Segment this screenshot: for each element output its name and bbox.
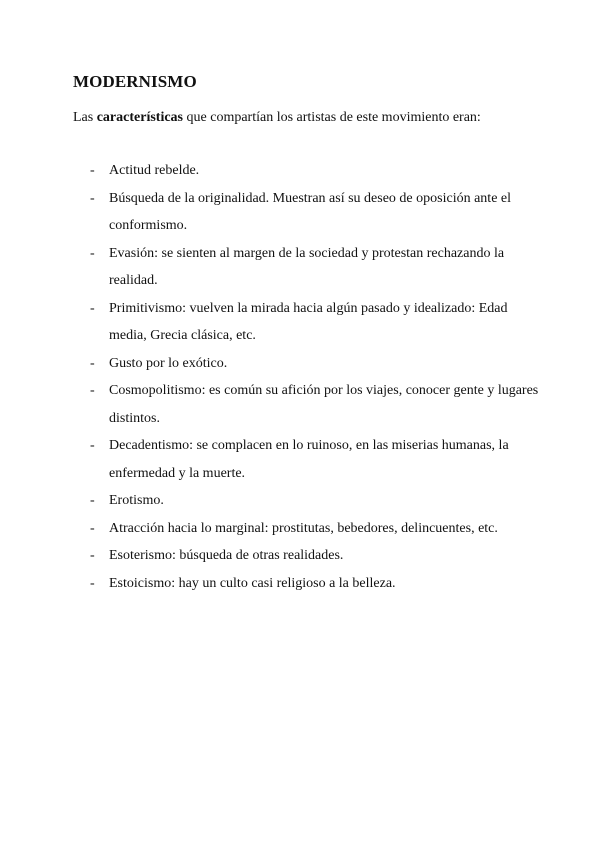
list-item: [73, 487, 543, 515]
list-item: [73, 432, 543, 487]
list-item-text: Decadentismo: se complacen en lo ruinoso, en las miserias humanas, la enfermedad y la muerte.: [109, 438, 509, 481]
dash-bullet: -: [90, 300, 95, 316]
dash-bullet: -: [90, 438, 95, 453]
list-item: [73, 185, 543, 240]
dash-bullet: -: [90, 575, 95, 591]
list-item: [73, 240, 543, 295]
dash-bullet: -: [90, 520, 95, 536]
dash-bullet: -: [90, 190, 95, 206]
dash-bullet: -: [90, 355, 95, 371]
list-item-text: Erotismo.: [109, 493, 164, 508]
list-item-text: Atracción hacia lo marginal: prostitutas, bebedores, delincuentes, etc.: [109, 520, 498, 536]
list-item: [73, 542, 543, 570]
list-item-text: Primitivismo: vuelven la mirada hacia algún pasado y idealizado: Edad media, Grecia clásica, etc.: [109, 300, 508, 343]
intro-paragraph: [73, 104, 533, 131]
characteristics-list: [73, 157, 543, 597]
intro-text-start: Las: [73, 110, 97, 125]
document-title: MODERNISMO: [73, 72, 197, 91]
list-item: [73, 377, 543, 432]
dash-bullet: -: [90, 163, 95, 178]
list-item: [73, 350, 543, 378]
dash-bullet: -: [90, 383, 95, 398]
intro-bold-term: características: [96, 110, 184, 125]
dash-bullet: -: [90, 493, 95, 508]
list-item: [73, 295, 543, 350]
list-item: [73, 515, 543, 543]
dash-bullet: -: [90, 245, 95, 261]
intro-text-end: que compartían los artistas de este movimiento eran:: [183, 110, 481, 125]
list-item: [73, 157, 543, 185]
dash-bullet: -: [90, 548, 95, 563]
list-item-text: Esoterismo: búsqueda de otras realidades.: [109, 548, 344, 563]
list-item-text: Estoicismo: hay un culto casi religioso a la belleza.: [109, 575, 396, 591]
list-item-text: Gusto por lo exótico.: [109, 355, 228, 371]
list-item: [73, 570, 543, 598]
list-item-text: Actitud rebelde.: [109, 163, 200, 178]
list-item-text: Evasión: se sienten al margen de la sociedad y protestan rechazando la realidad.: [109, 245, 505, 288]
list-item-text: Búsqueda de la originalidad. Muestran así su deseo de oposición ante el conformismo.: [109, 190, 512, 233]
list-item-text: Cosmopolitismo: es común su afición por los viajes, conocer gente y lugares distintos.: [109, 383, 539, 426]
